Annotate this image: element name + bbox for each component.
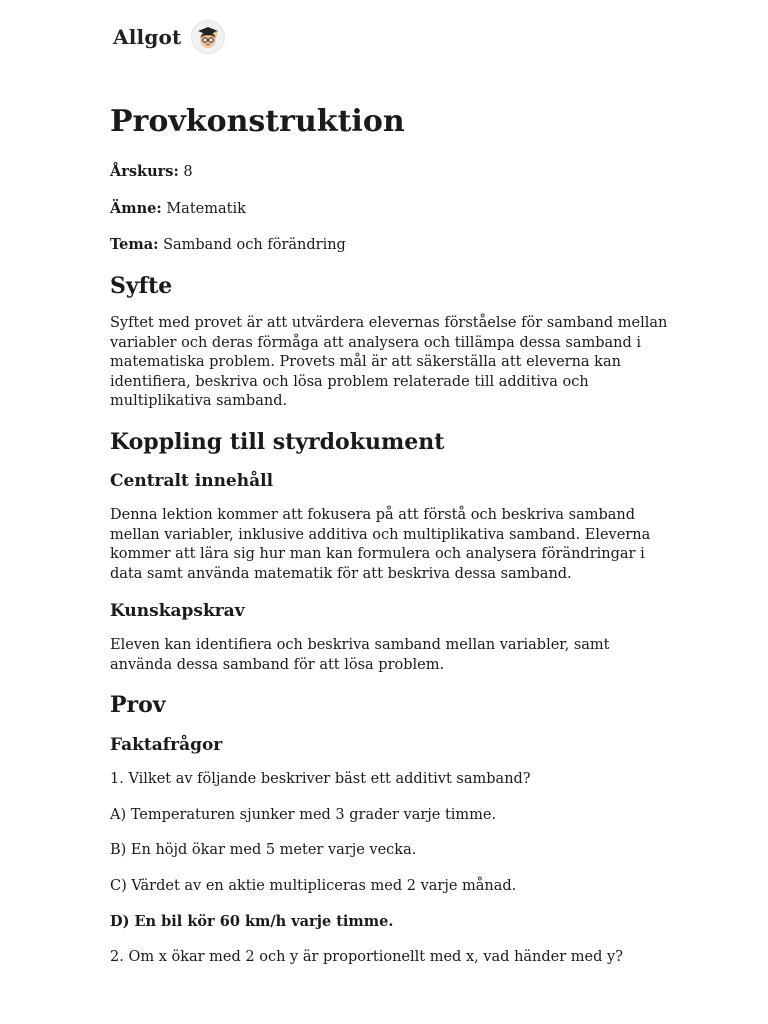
meta-label: Årskurs: bbox=[110, 163, 179, 180]
brand-header bbox=[113, 20, 225, 54]
question-1-option-d: D) En bil kör 60 km/h varje timme. bbox=[110, 913, 394, 931]
graduate-avatar-icon bbox=[191, 20, 225, 54]
meta-arskurs bbox=[110, 162, 670, 183]
question-1-option-a: A) Temperaturen sjunker med 3 grader varje timme. bbox=[110, 806, 497, 823]
subheading-kunskapskrav: Kunskapskrav bbox=[110, 601, 245, 622]
meta-value: Matematik bbox=[166, 200, 246, 217]
centralt-innehall-text: Denna lektion kommer att fokusera på att förstå och beskriva samband mellan variabler, inklusive additiva och multiplikativa samband. Eleverna kommer att lära sig hur man kan formulera och analysera förändringar i data samt använda matematik för att beskriva dessa samband. bbox=[110, 507, 651, 582]
meta-label: Ämne: bbox=[110, 199, 162, 217]
meta-value: 8 bbox=[183, 164, 193, 180]
section-heading-koppling: Koppling till styrdokument bbox=[110, 428, 445, 455]
question-2: 2. Om x ökar med 2 och y är proportionellt med x, vad händer med y? bbox=[110, 948, 623, 965]
page-title: Provkonstruktion bbox=[110, 104, 405, 139]
subheading-centralt-innehall: Centralt innehåll bbox=[110, 471, 274, 492]
meta-value: Samband och förändring bbox=[163, 237, 346, 253]
section-heading-syfte: Syfte bbox=[110, 272, 173, 299]
question-1: 1. Vilket av följande beskriver bäst ett additivt samband? bbox=[110, 771, 531, 788]
meta-amne bbox=[110, 199, 670, 220]
section-heading-prov: Prov bbox=[110, 692, 166, 719]
syfte-text: Syftet med provet är att utvärdera elevernas förståelse för samband mellan variabler och deras förmåga att analysera och tillämpa dessa samband i matematiska problem. Provets mål är att säkerställa att eleverna kan identifiera, beskriva och lösa problem relaterade till additiva och multiplikativa samband. bbox=[110, 315, 668, 410]
subheading-faktafragor: Faktafrågor bbox=[110, 734, 223, 755]
meta-tema bbox=[110, 235, 670, 256]
question-1-option-b: B) En höjd ökar med 5 meter varje vecka. bbox=[110, 842, 417, 859]
question-1-option-c: C) Värdet av en aktie multipliceras med 2 varje månad. bbox=[110, 877, 517, 894]
document-body bbox=[110, 96, 670, 983]
meta-label: Tema: bbox=[110, 236, 159, 253]
brand-name: Allgot bbox=[113, 25, 182, 49]
kunskapskrav-text: Eleven kan identifiera och beskriva samband mellan variabler, samt använda dessa samband för att lösa problem. bbox=[110, 637, 610, 673]
